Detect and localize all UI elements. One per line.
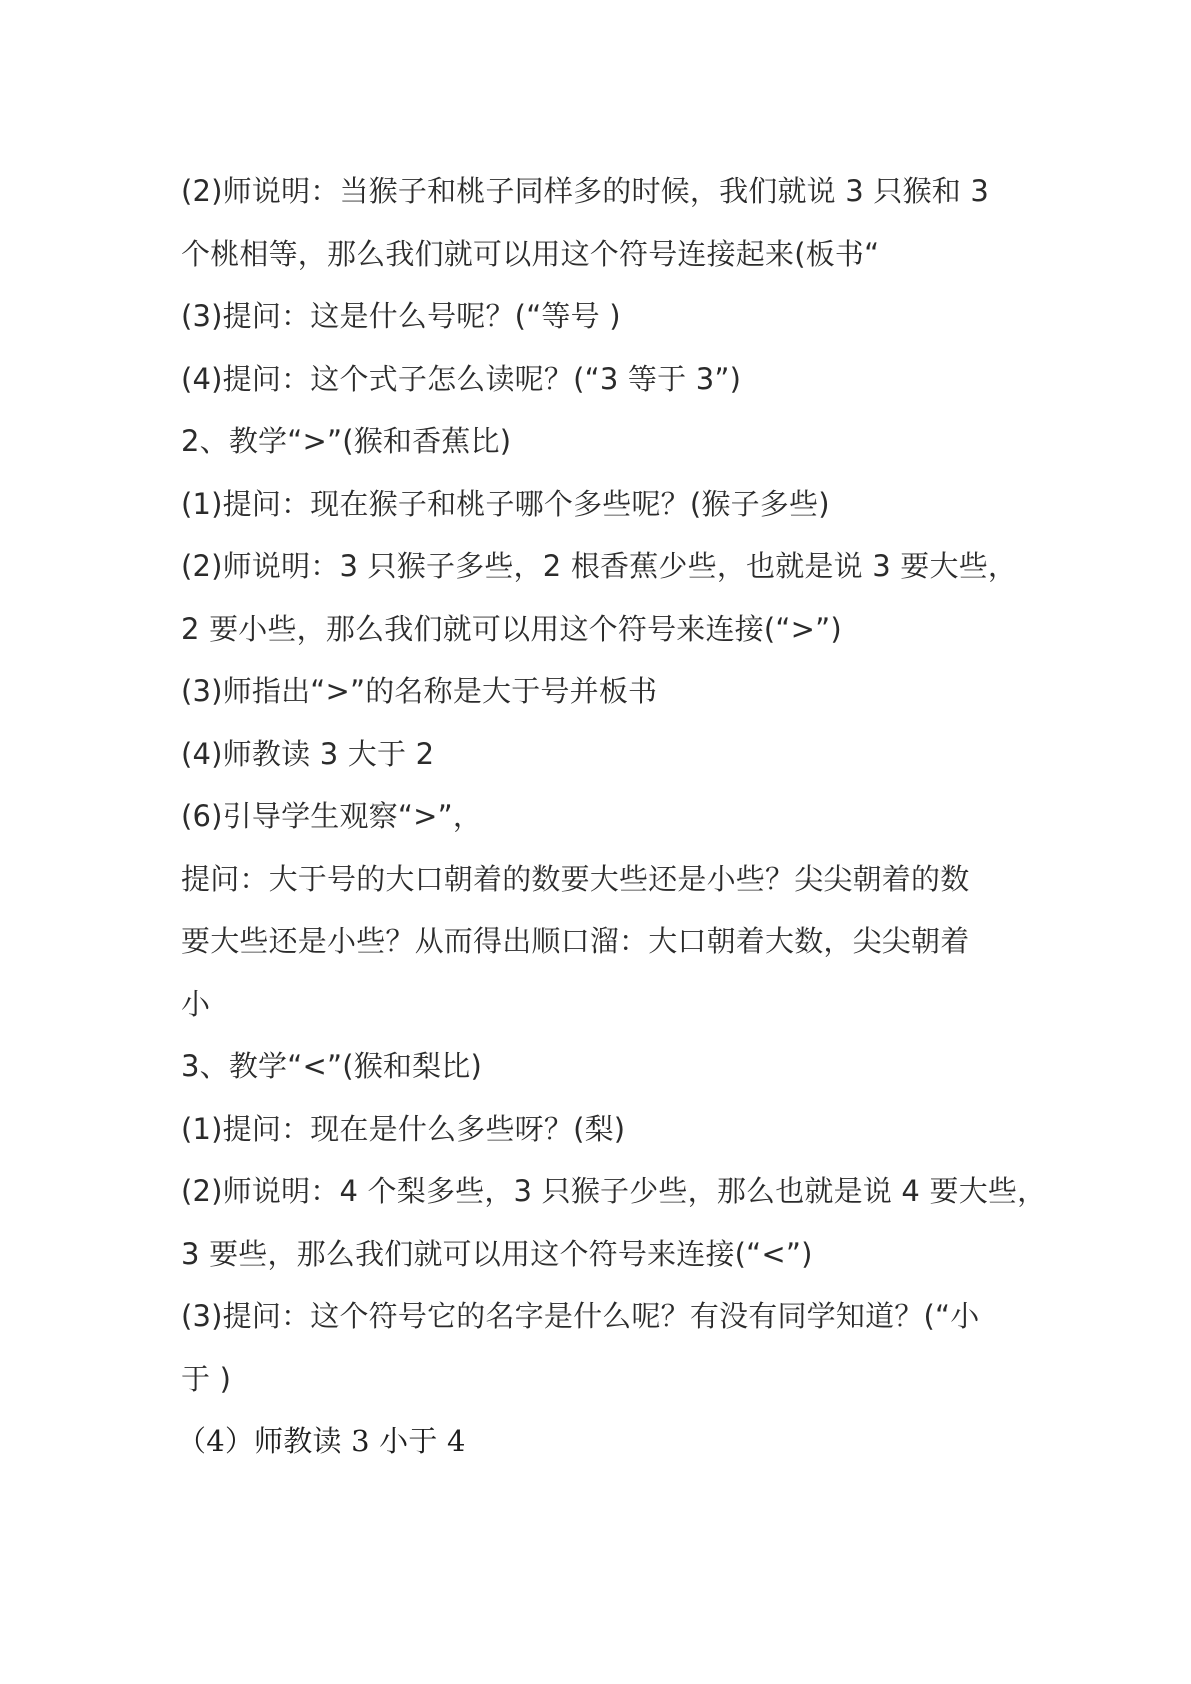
text-line: (2)师说明：4 个梨多些，3 只猴子少些，那么也就是说 4 要大些， (181, 1174, 1047, 1208)
text-line: (2)师说明：3 只猴子多些，2 根香蕉少些，也就是说 3 要大些， (181, 549, 1018, 583)
text-line: （4）师教读 3 小于 4 (177, 1424, 466, 1458)
text-line: (1)提问：现在是什么多些呀？(梨) (181, 1111, 626, 1146)
text-line: 3 要些，那么我们就可以用这个符号来连接(“<”) (181, 1236, 813, 1271)
text-line: (3)师指出“>”的名称是大于号并板书 (181, 674, 658, 708)
text-line: 提问：大于号的大口朝着的数要大些还是小些？尖尖朝着的数 (181, 861, 970, 896)
text-line: (3)提问：这个符号它的名字是什么呢？有没有同学知道？(“小 (181, 1299, 980, 1333)
text-line: (1)提问：现在猴子和桃子哪个多些呢？(猴子多些) (181, 486, 830, 521)
text-line: 要大些还是小些？从而得出顺口溜：大口朝着大数，尖尖朝着 (181, 924, 970, 958)
section-heading: 2、教学“>”(猴和香蕉比) (181, 424, 512, 458)
text-line: (4)师教读 3 大于 2 (181, 736, 435, 771)
section-heading: 3、教学“<”(猴和梨比) (181, 1049, 483, 1083)
text-line: 个桃相等，那么我们就可以用这个符号连接起来(板书“ (181, 236, 880, 271)
text-line: (3)提问：这是什么号呢？(“等号 ) (181, 299, 621, 333)
text-line: (4)提问：这个式子怎么读呢？(“3 等于 3”) (181, 361, 742, 396)
text-line: 2 要小些，那么我们就可以用这个符号来连接(“>”) (181, 611, 842, 646)
text-line: (6)引导学生观察“>”， (181, 799, 483, 833)
text-line: (2)师说明：当猴子和桃子同样多的时候，我们就说 3 只猴和 3 (181, 174, 990, 208)
text-line: 小 (181, 986, 211, 1021)
document-body (177, 160, 1061, 1473)
text-line: 于 ) (181, 1361, 232, 1396)
